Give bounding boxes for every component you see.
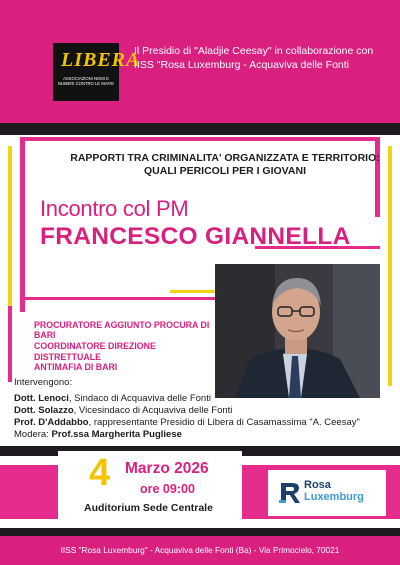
footer-divider — [0, 528, 400, 536]
speakers-heading: Intervengono: — [14, 377, 73, 388]
speaker-role-1: PROCURATORE AGGIUNTO PROCURA DI BARI — [34, 320, 210, 340]
header-divider — [0, 123, 400, 135]
event-topic — [60, 152, 390, 178]
header-line-1: Il Presidio di "Aladjie Ceesay" in collaborazione con — [134, 45, 374, 57]
event-month-year: Marzo 2026 — [125, 460, 209, 477]
speaker-item — [14, 405, 232, 416]
libera-logo-subtitle: ASSOCIAZIONI NOMI E NUMERI CONTRO LE MAFIE — [57, 76, 115, 86]
event-day: 4 — [89, 452, 111, 494]
speaker-item-desc: , Vicesindaco di Acquaviva delle Fonti — [73, 405, 233, 416]
header-line-2: IISS "Rosa Luxemburg - Acquaviva delle Fonti — [134, 59, 350, 71]
libera-logo — [53, 43, 141, 101]
speaker-item-name: Prof. D'Addabbo — [14, 417, 89, 428]
frame-line-right-yellow — [388, 146, 392, 386]
moderator-line — [14, 429, 182, 440]
frame-line-mid-pink — [20, 297, 215, 300]
frame-line-left-yellow — [8, 146, 12, 306]
speaker-role-2-line-2: ANTIMAFIA DI BARI — [34, 362, 118, 372]
school-logo-line-1: Rosa — [304, 479, 331, 491]
speaker-role-2-line-1: COORDINATORE DIREZIONE DISTRETTUALE — [34, 341, 156, 362]
frame-line-left — [20, 137, 25, 312]
speaker-portrait-photo — [215, 264, 380, 398]
event-venue: Auditorium Sede Centrale — [84, 502, 213, 514]
event-topic-line-1: RAPPORTI TRA CRIMINALITA' ORGANIZZATA E TERRITORIO: — [70, 152, 380, 164]
frame-line-mid-yellow — [170, 290, 215, 293]
frame-line-top — [20, 137, 380, 141]
speaker-item-name: Dott. Solazzo — [14, 405, 74, 416]
header-text — [134, 44, 394, 72]
speaker-item — [14, 393, 211, 404]
event-topic-line-2: QUALI PERICOLI PER I GIOVANI — [144, 165, 306, 177]
speaker-item-desc: , rappresentante Presidio di Libera di Casamassima "A. Ceesay" — [88, 417, 360, 428]
school-logo-line-2: Luxemburg — [304, 491, 364, 503]
portrait-illustration — [215, 264, 380, 398]
moderator-label: Modera: — [14, 429, 52, 440]
speaker-item-desc: , Sindaco di Acquaviva delle Fonti — [68, 393, 211, 404]
speaker-role-2 — [34, 341, 214, 373]
speaker-item-name: Dott. Lenoci — [14, 393, 69, 404]
libera-logo-wordmark: LIBERA — [61, 49, 141, 71]
incontro-heading: Incontro col PM — [40, 196, 189, 221]
moderator-name: Prof.ssa Margherita Pugliese — [51, 429, 182, 440]
footer-address: IISS "Rosa Luxemburg" - Acquaviva delle Fonti (Ba) - Via Primocielo, 70021 — [60, 545, 340, 555]
speaker-name-heading: FRANCESCO GIANNELLA — [40, 223, 351, 250]
frame-line-left-lower — [8, 306, 12, 382]
event-time: ore 09:00 — [140, 482, 195, 496]
rl-monogram-icon — [278, 481, 302, 505]
speaker-item — [14, 417, 360, 428]
